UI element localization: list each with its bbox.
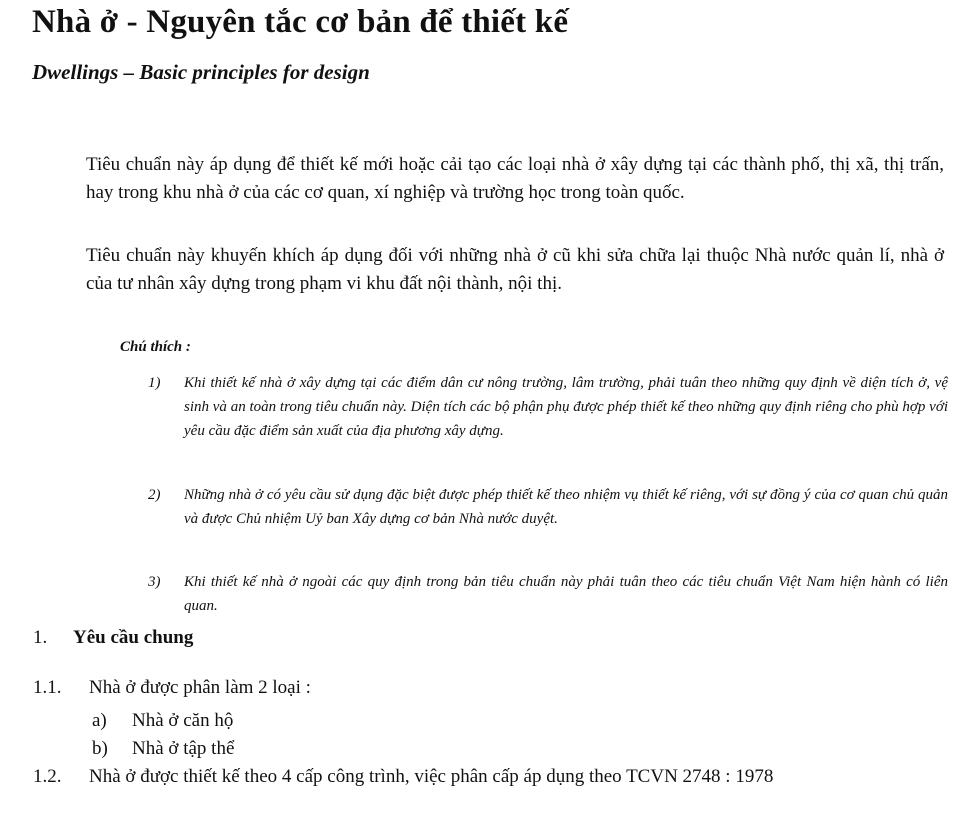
notes-heading: Chú thích : xyxy=(120,339,191,355)
item-1-2 xyxy=(33,763,945,791)
subitem-text: Nhà ở tập thể xyxy=(132,738,235,759)
note-text: Khi thiết kế nhà ở ngoài các quy định trong bản tiêu chuẩn này phải tuân theo các tiêu chuẩn Việt Nam hiện hành có liên quan. xyxy=(184,574,948,614)
subitem-label: a) xyxy=(92,710,107,731)
note-text: Khi thiết kế nhà ở xây dựng tại các điểm dân cư nông trường, lâm trường, phải tuân theo những quy định về diện tích ở, vệ sinh và an toàn trong tiêu chuẩn này. Diện tích các bộ phận phụ được phép thiết kế theo những quy định riêng cho phù hợp với yêu cầu đặc điểm sản xuất của địa phương xây dựng. xyxy=(184,375,948,439)
section-title: Yêu cầu chung xyxy=(73,627,194,648)
item-text: Nhà ở được phân làm 2 loại : xyxy=(89,677,311,698)
intro-paragraph-1: Tiêu chuẩn này áp dụng để thiết kế mới hoặc cải tạo các loại nhà ở xây dựng tại các thành phố, thị xã, thị trấn, hay trong khu nhà ở của các cơ quan, xí nghiệp và trường học trong toàn quốc. xyxy=(86,154,944,203)
note-number: 3) xyxy=(148,574,161,590)
subitem-text: Nhà ở căn hộ xyxy=(132,710,234,731)
item-text: Nhà ở được thiết kế theo 4 cấp công trình, việc phân cấp áp dụng theo TCVN 2748 : 1978 xyxy=(89,766,774,787)
document-title: Nhà ở - Nguyên tắc cơ bản để thiết kế xyxy=(32,4,569,40)
note-number: 1) xyxy=(148,375,161,391)
item-1-1 xyxy=(33,674,311,702)
note-text: Những nhà ở có yêu cầu sử dụng đặc biệt được phép thiết kế theo nhiệm vụ thiết kế riêng, với sự đồng ý của cơ quan chủ quản và được Chủ nhiệm Uỷ ban Xây dựng cơ bản Nhà nước duyệt. xyxy=(184,487,948,527)
note-item-2 xyxy=(148,483,948,531)
note-item-3 xyxy=(148,570,948,618)
section-number: 1. xyxy=(33,627,48,648)
subitem-a xyxy=(92,707,233,735)
intro-paragraph-2: Tiêu chuẩn này khuyến khích áp dụng đối với những nhà ở cũ khi sửa chữa lại thuộc Nhà nước quản lí, nhà ở của tư nhân xây dựng trong phạm vi khu đất nội thành, nội thị. xyxy=(86,245,944,294)
item-number: 1.2. xyxy=(33,766,62,787)
note-number: 2) xyxy=(148,487,161,503)
section-1-heading xyxy=(33,624,193,652)
subitem-b xyxy=(92,735,234,763)
note-item-1 xyxy=(148,371,948,443)
subitem-label: b) xyxy=(92,738,108,759)
document-subtitle: Dwellings – Basic principles for design xyxy=(32,60,370,84)
item-number: 1.1. xyxy=(33,677,62,698)
